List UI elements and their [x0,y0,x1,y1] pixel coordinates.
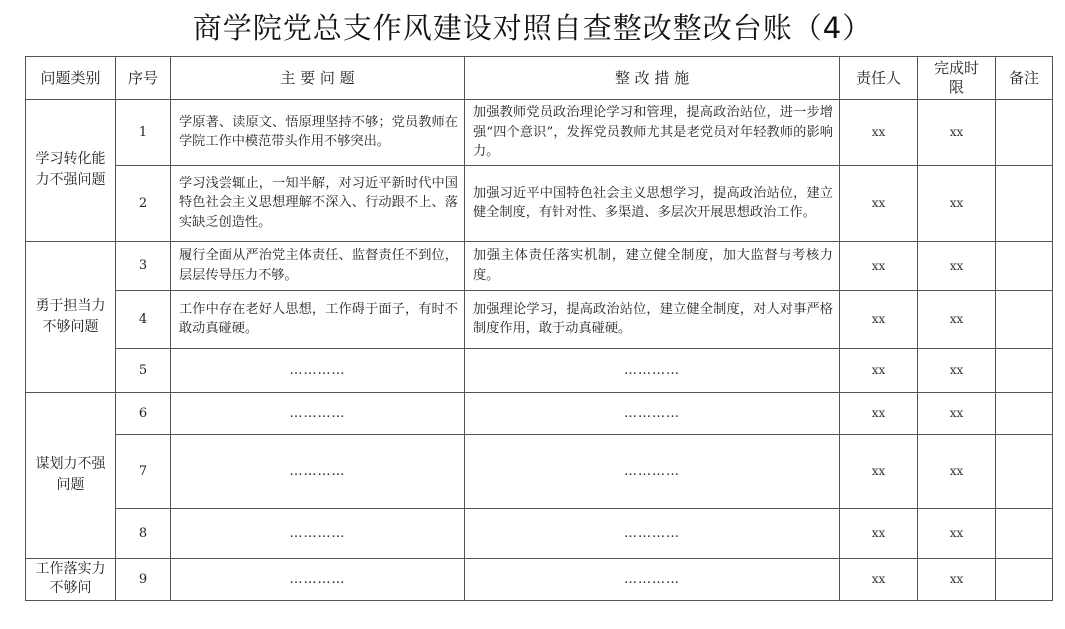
header-measure: 整 改 措 施 [465,57,840,100]
remark-cell [996,348,1053,392]
seq-cell: 3 [116,241,171,290]
issue-cell: ………… [171,508,465,558]
deadline-cell: xx [918,508,996,558]
seq-cell: 9 [116,558,171,600]
seq-cell: 5 [116,348,171,392]
header-category: 问题类别 [26,57,116,100]
header-deadline: 完成时限 [918,57,996,100]
deadline-cell: xx [918,165,996,241]
issue-cell: 学习浅尝辄止，一知半解，对习近平新时代中国特色社会主义思想理解不深入、行动跟不上、落实缺乏创造性。 [171,165,465,241]
seq-cell: 2 [116,165,171,241]
issue-cell: 履行全面从严治党主体责任、监督责任不到位，层层传导压力不够。 [171,241,465,290]
measure-cell: 加强习近平中国特色社会主义思想学习，提高政治站位，建立健全制度，有针对性、多渠道、多层次开展思想政治工作。 [465,165,840,241]
table-row [26,434,1053,508]
issue-cell: ………… [171,392,465,434]
table-row [26,508,1053,558]
issue-cell: ………… [171,348,465,392]
deadline-cell: xx [918,434,996,508]
deadline-cell: xx [918,558,996,600]
issue-cell: 工作中存在老好人思想，工作碍于面子，有时不敢动真碰硬。 [171,290,465,348]
table-row [26,558,1053,600]
remark-cell [996,434,1053,508]
deadline-cell: xx [918,290,996,348]
remark-cell [996,241,1053,290]
deadline-cell: xx [918,100,996,166]
measure-cell: ………… [465,558,840,600]
owner-cell: xx [840,165,918,241]
issue-cell: ………… [171,434,465,508]
measure-cell: ………… [465,348,840,392]
header-seq: 序号 [116,57,171,100]
owner-cell: xx [840,241,918,290]
header-owner: 责任人 [840,57,918,100]
remark-cell [996,100,1053,166]
owner-cell: xx [840,100,918,166]
remark-cell [996,392,1053,434]
measure-cell: ………… [465,508,840,558]
remark-cell [996,165,1053,241]
rectification-ledger-table [25,56,1053,601]
remark-cell [996,558,1053,600]
measure-cell: 加强理论学习，提高政治站位，建立健全制度，对人对事严格制度作用，敢于动真碰硬。 [465,290,840,348]
category-cell: 勇于担当力不够问题 [26,241,116,392]
header-row [26,57,1053,100]
seq-cell: 1 [116,100,171,166]
page-title: 商学院党总支作风建设对照自查整改整改台账（4） [192,11,873,45]
header-remark: 备注 [996,57,1053,100]
deadline-cell: xx [918,392,996,434]
issue-cell: 学原著、读原文、悟原理坚持不够；党员教师在学院工作中模范带头作用不够突出。 [171,100,465,166]
owner-cell: xx [840,392,918,434]
owner-cell: xx [840,508,918,558]
seq-cell: 7 [116,434,171,508]
table-row [26,392,1053,434]
remark-cell [996,508,1053,558]
measure-cell: 加强主体责任落实机制，建立健全制度，加大监督与考核力度。 [465,241,840,290]
header-issue: 主 要 问 题 [171,57,465,100]
table-row [26,100,1053,166]
seq-cell: 8 [116,508,171,558]
deadline-cell: xx [918,348,996,392]
category-cell: 学习转化能力不强问题 [26,100,116,242]
owner-cell: xx [840,558,918,600]
table-row [26,290,1053,348]
table-row [26,348,1053,392]
issue-cell: ………… [171,558,465,600]
measure-cell: ………… [465,434,840,508]
seq-cell: 4 [116,290,171,348]
measure-cell: 加强教师党员政治理论学习和管理，提高政治站位，进一步增强“四个意识”，发挥党员教师尤其是老党员对年轻教师的影响力。 [465,100,840,166]
owner-cell: xx [840,348,918,392]
table-row [26,165,1053,241]
deadline-cell: xx [918,241,996,290]
owner-cell: xx [840,290,918,348]
category-cell: 谋划力不强问题 [26,392,116,558]
seq-cell: 6 [116,392,171,434]
category-cell: 工作落实力不够问 [26,558,116,600]
remark-cell [996,290,1053,348]
measure-cell: ………… [465,392,840,434]
table-row [26,241,1053,290]
owner-cell: xx [840,434,918,508]
